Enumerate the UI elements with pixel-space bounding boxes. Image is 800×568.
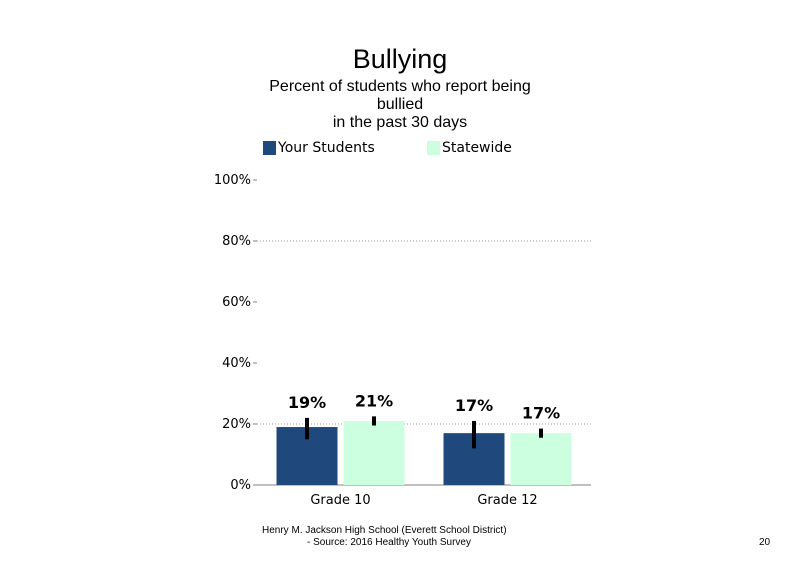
y-tick-label: 20%: [222, 417, 251, 432]
footer-source: [262, 525, 507, 549]
footer-line: - Source: 2016 Healthy Youth Survey: [307, 537, 471, 548]
x-tick-label: Grade 10: [310, 493, 371, 508]
subtitle-line: Percent of students who report being: [269, 78, 531, 95]
page-number: 20: [759, 537, 771, 548]
bar: [344, 421, 405, 485]
legend-label: Statewide: [442, 140, 512, 156]
subtitle-line: bullied: [376, 96, 424, 113]
y-tick-label: 80%: [222, 234, 251, 249]
chart-title: Bullying: [352, 44, 448, 74]
legend-label: Your Students: [278, 140, 375, 156]
footer-line: Henry M. Jackson High School (Everett School District): [262, 525, 507, 536]
bar: [511, 433, 572, 485]
y-tick-label: 100%: [213, 173, 251, 188]
data-label: 21%: [354, 391, 394, 411]
x-tick-label: Grade 12: [477, 493, 538, 508]
y-tick-label: 0%: [230, 478, 251, 493]
subtitle-line: in the past 30 days: [332, 114, 468, 131]
data-label: 19%: [287, 392, 327, 412]
data-label: 17%: [521, 403, 561, 423]
y-tick-label: 60%: [222, 295, 251, 310]
y-tick-label: 40%: [222, 356, 251, 371]
data-label: 17%: [454, 395, 494, 415]
